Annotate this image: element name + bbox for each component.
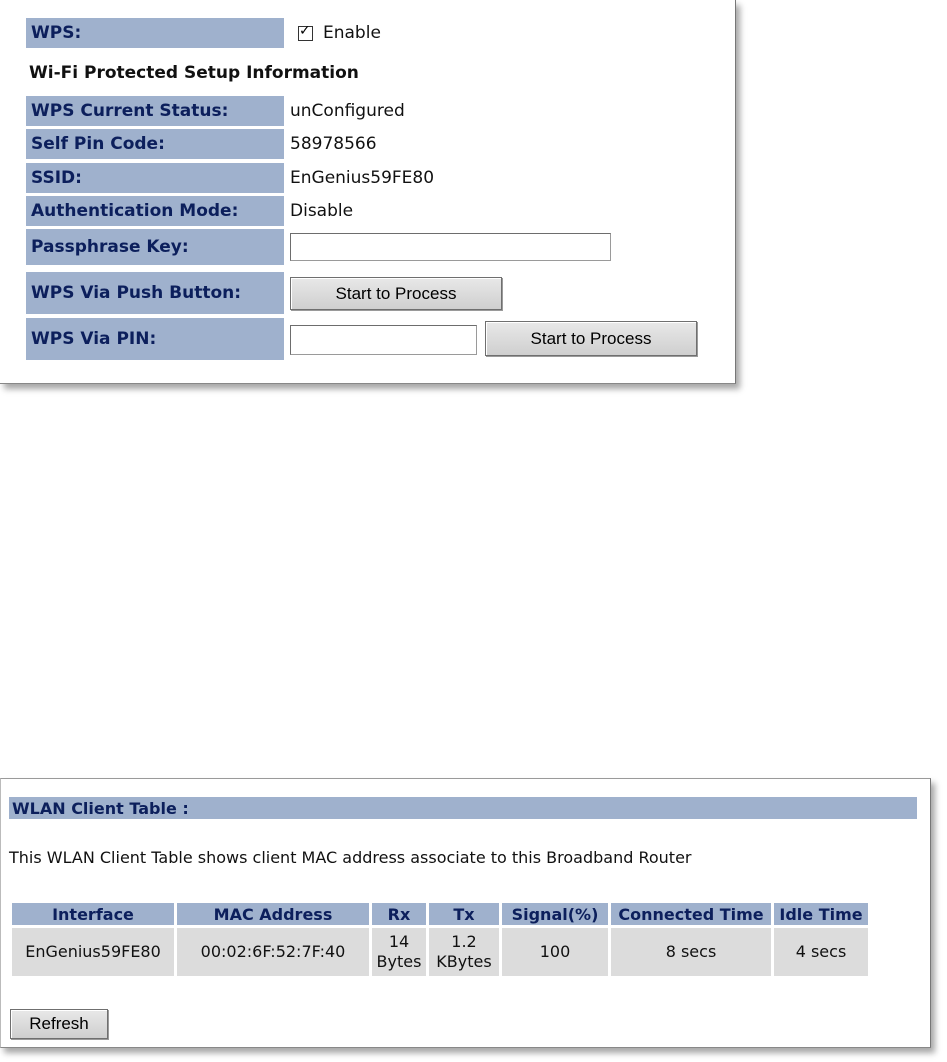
current-status-value: unConfigured: [290, 101, 405, 121]
col-mac: MAC Address: [177, 903, 369, 925]
wps-label: WPS:: [26, 18, 284, 48]
cell-idle: 4 secs: [774, 928, 868, 976]
refresh-button[interactable]: Refresh: [10, 1009, 108, 1039]
enable-label: Enable: [323, 23, 381, 43]
cell-tx-value: 1.2: [451, 932, 477, 951]
col-rx: Rx: [372, 903, 426, 925]
section-title: Wi-Fi Protected Setup Information: [29, 63, 359, 83]
ssid-label: SSID:: [26, 163, 284, 193]
auth-mode-label: Authentication Mode:: [26, 196, 284, 226]
wps-panel: [0, 0, 736, 384]
cell-signal: 100: [502, 928, 608, 976]
wps-enable-control[interactable]: [298, 18, 381, 48]
cell-connected: 8 secs: [611, 928, 771, 976]
col-signal: Signal(%): [502, 903, 608, 925]
col-tx: Tx: [429, 903, 499, 925]
passphrase-label: Passphrase Key:: [26, 229, 284, 265]
table-row: [12, 928, 868, 976]
ssid-value: EnGenius59FE80: [290, 168, 435, 188]
push-start-button[interactable]: Start to Process: [290, 277, 502, 310]
passphrase-input[interactable]: [290, 233, 611, 261]
cell-rx-value: 14: [388, 932, 410, 951]
table-header-row: [12, 903, 868, 925]
col-connected: Connected Time: [611, 903, 771, 925]
push-button-label: WPS Via Push Button:: [26, 272, 284, 314]
cell-tx-unit: KBytes: [436, 952, 492, 971]
client-table: [9, 900, 871, 979]
auth-mode-value: Disable: [290, 201, 354, 221]
enable-checkbox[interactable]: [298, 26, 313, 41]
cell-rx: [372, 928, 426, 976]
cell-tx: [429, 928, 499, 976]
cell-mac: 00:02:6F:52:7F:40: [177, 928, 369, 976]
pin-start-button[interactable]: Start to Process: [485, 321, 697, 356]
pin-input[interactable]: [290, 325, 477, 355]
current-status-label: WPS Current Status:: [26, 96, 284, 126]
client-table-header: WLAN Client Table :: [9, 797, 917, 819]
self-pin-value: 58978566: [290, 134, 377, 154]
client-table-panel: [0, 778, 931, 1048]
client-table-description: This WLAN Client Table shows client MAC address associate to this Broadband Router: [9, 848, 692, 867]
via-pin-label: WPS Via PIN:: [26, 318, 284, 360]
col-interface: Interface: [12, 903, 174, 925]
cell-interface: EnGenius59FE80: [12, 928, 174, 976]
col-idle: Idle Time: [774, 903, 868, 925]
cell-rx-unit: Bytes: [376, 952, 422, 971]
self-pin-label: Self Pin Code:: [26, 129, 284, 159]
